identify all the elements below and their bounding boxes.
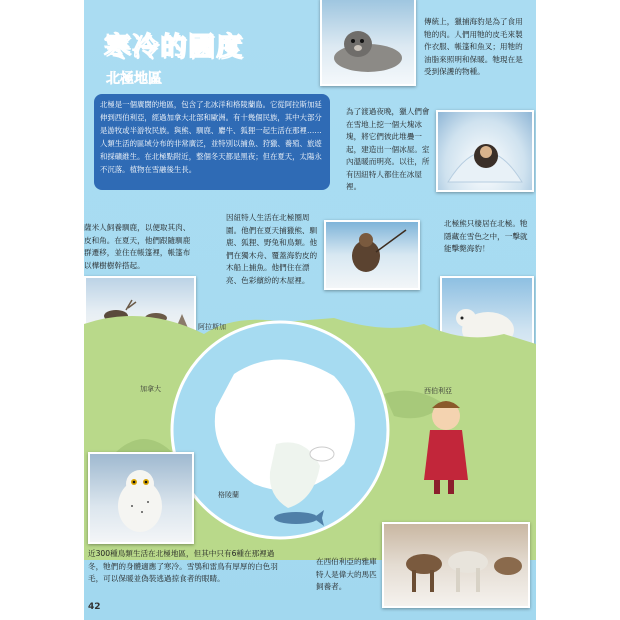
fishing-photo [324,220,420,290]
horse-text: 在西伯利亞的雅庫特人是偉大的馬匹飼養者。 [316,557,377,591]
igloo-photo [436,110,534,192]
sami-text: 薩米人飼養馴鹿，以便取其肉、皮和角。在夏天，他們跟隨馴鹿群遷移，並住在帳篷裡，帳篷布以樺樹樹幹搭起。 [84,223,191,270]
section-subtitle: 北極地區 [106,71,162,87]
seal-text: 傳統上，獵捕海豹是為了食用牠的肉。人們用牠的皮毛來製作衣服、帳篷和魚叉；用牠的油脂來照明和保暖。牠現在是受到保護的物種。 [424,17,523,76]
horse-icon [384,524,528,606]
bear-text: 北極熊只棲居在北極。牠隱藏在雪色之中，一擊就能擊斃海豹！ [444,219,528,253]
snowy-owl-icon [90,454,192,542]
inuit-text: 因紐特人生活在北極圈周圍。他們在夏天捕獵熊、馴鹿、狐狸、野兔和鳥類。他們在獨木舟、覆蓋海豹皮的木船上捕魚。他們住在漂亮、色彩繽紛的木屋裡。 [226,213,318,285]
map-label-alaska: 阿拉斯加 [198,323,226,331]
seal-icon [322,0,414,84]
intro-box [94,94,330,190]
bear-figure-icon [310,447,334,461]
map-label-greenland: 格陵蘭 [218,491,239,499]
map-label-siberia: 西伯利亞 [424,387,452,395]
intro-text: 北極是一個廣闊的地區，包含了北冰洋和格陵蘭島。它從阿拉斯加延伸到西伯利亞，經過加拿大北部和歐洲。有十幾個民族，其中大部分是游牧或半游牧民族。與熊、馴鹿、麝牛、狐狸一起生活在那裡……人類生活的區域分布的非常廣泛，並特別以捕魚、狩獵、養殖、旅遊和採礦維生。在北極點附近，整個冬天都是黑夜；但在夏天，太陽永不沉落。植物在雪融後生長。 [100,100,322,174]
bird-text: 近300種鳥類生活在北極地區，但其中只有6種在那裡過冬，牠們的身體適應了寒冷。雪鴞和雷鳥有厚厚的白色羽毛，可以保暖並偽裝逃過掠食者的眼睛。 [88,549,278,583]
horses-photo [382,522,530,608]
map-label-canada: 加拿大 [140,385,161,393]
page-title: 寒冷的國度 [104,32,245,62]
snowy-owl-photo [88,452,194,544]
book-page [84,0,536,620]
seal-photo [320,0,416,86]
page-number: 42 [88,602,101,612]
ice-fisher-icon [326,222,418,288]
igloo-text: 為了渡過夜晚，獵人們會在雪地上挖一個大塊冰塊，將它們彼此堆疊一起，建造出一個冰屋。室內溫暖而明亮。以往，所有因紐特人都住在冰屋裡。 [346,107,430,191]
igloo-icon [438,112,532,190]
